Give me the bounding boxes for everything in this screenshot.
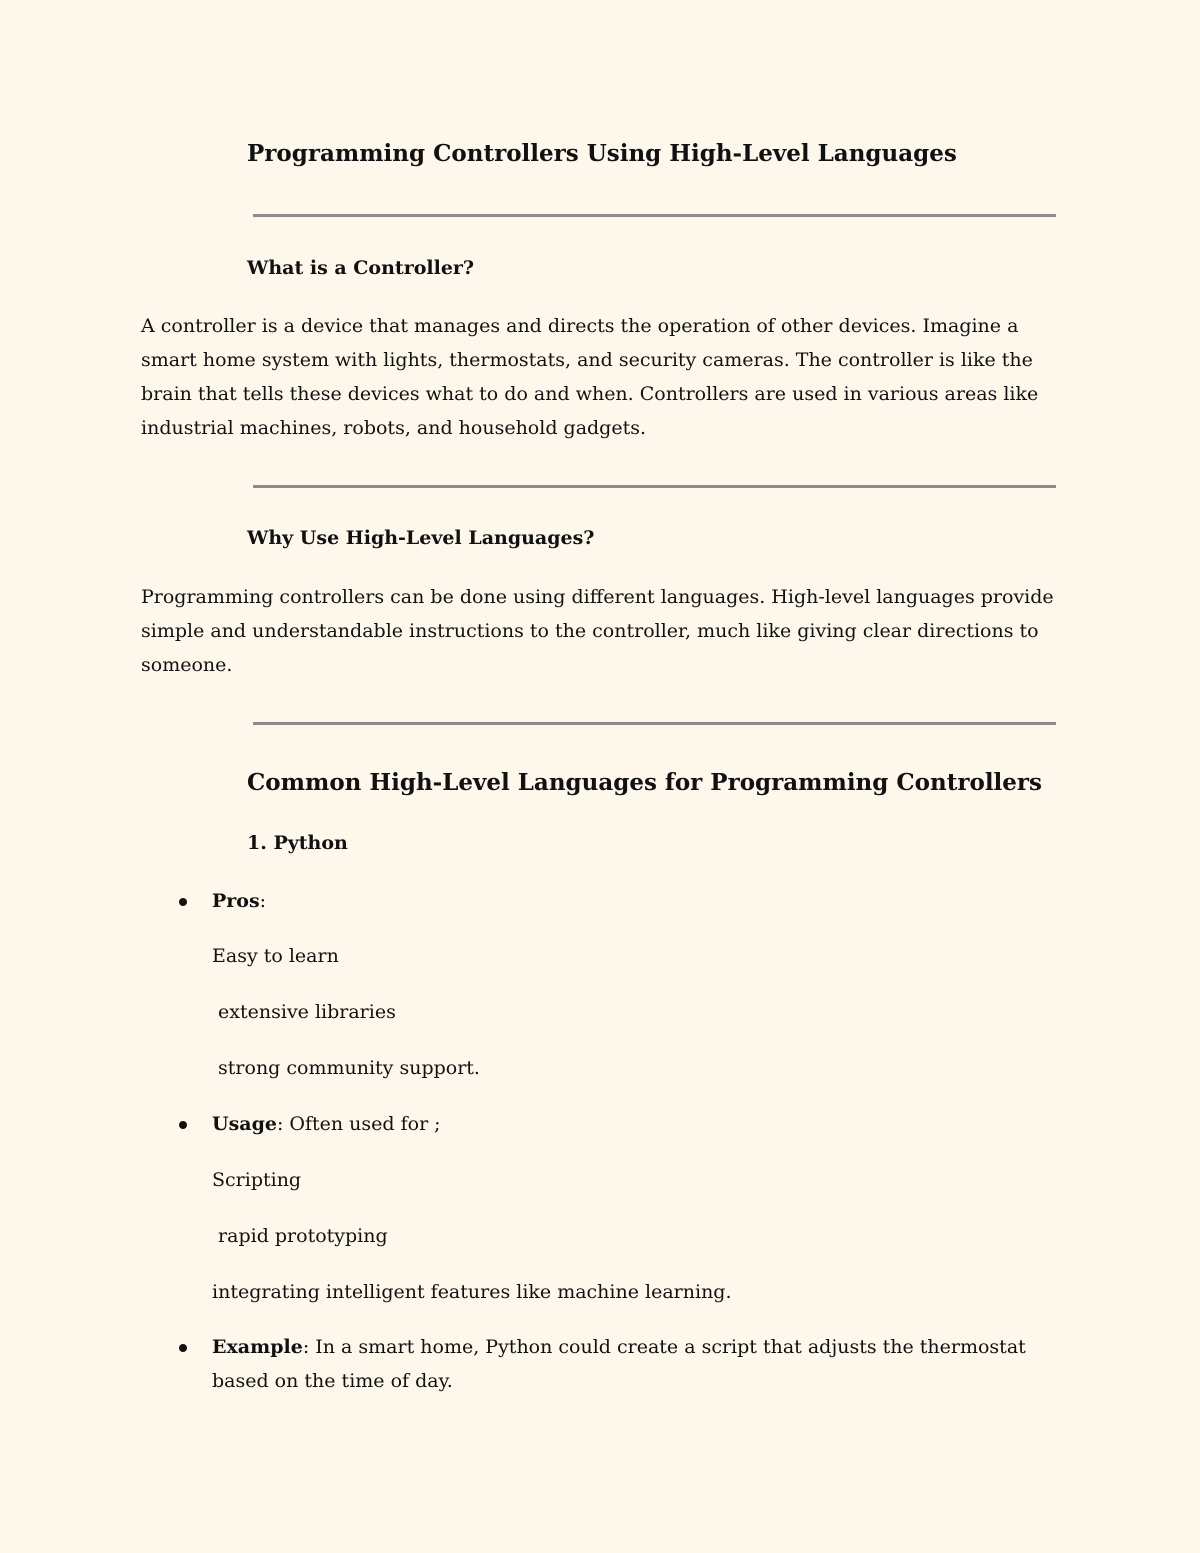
list-item-pros: [212, 884, 266, 918]
bullet-icon: [179, 1121, 187, 1129]
page-title: Programming Controllers Using High-Level Languages: [247, 140, 957, 167]
bullet-icon: [179, 898, 187, 906]
pros-item: extensive libraries: [212, 1001, 396, 1023]
list-item-usage: [212, 1107, 441, 1141]
section-heading-why: Why Use High-Level Languages?: [247, 527, 595, 549]
divider: [253, 485, 1056, 488]
pros-item: strong community support.: [212, 1057, 480, 1079]
divider: [253, 214, 1056, 217]
example-label: Example: [212, 1336, 303, 1358]
subsection-heading-python: 1. Python: [247, 832, 348, 854]
pros-item: Easy to learn: [212, 945, 339, 967]
example-text: : In a smart home, Python could create a script that adjusts the thermostat based on the time of day.: [212, 1336, 1026, 1392]
section-body-why: Programming controllers can be done using different languages. High-level languages provide simple and understandable instructions to the controller, much like giving clear directions to someone.: [141, 586, 1054, 676]
section-body-controller: A controller is a device that manages and directs the operation of other devices. Imagine a smart home system with lights, thermostats, and security cameras. The controller is like the brain that tells these devices what to do and when. Controllers are used in various areas like industrial machines, robots, and household gadgets.: [141, 315, 1039, 439]
section-heading-controller: What is a Controller?: [247, 257, 475, 279]
divider: [253, 722, 1056, 725]
pros-suffix: :: [259, 890, 267, 912]
pros-label: Pros: [212, 890, 260, 912]
usage-label: Usage: [212, 1113, 277, 1135]
usage-item: Scripting: [212, 1169, 302, 1191]
bullet-icon: [179, 1344, 187, 1352]
section-heading-common: Common High-Level Languages for Programming Controllers: [247, 769, 1042, 796]
usage-item: rapid prototyping: [212, 1225, 388, 1247]
usage-item: integrating intelligent features like machine learning.: [212, 1281, 732, 1303]
list-item-example: [212, 1330, 1032, 1398]
usage-text: : Often used for ;: [276, 1113, 441, 1135]
